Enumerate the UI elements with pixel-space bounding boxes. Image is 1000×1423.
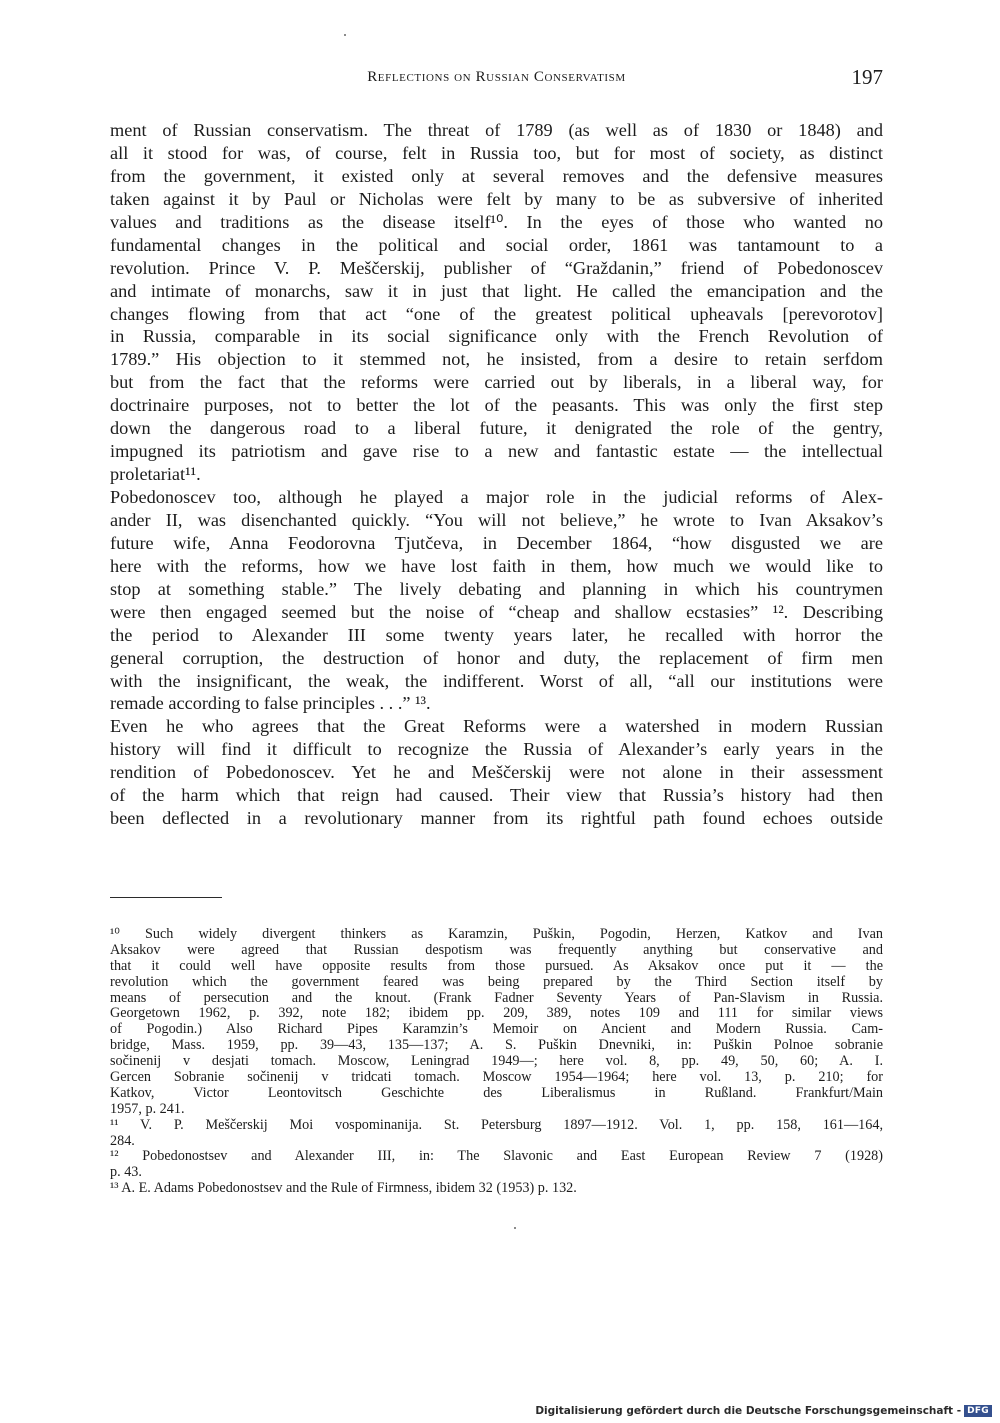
text-line: fundamental changes in the political and social order, 1861 was tantamount to a — [110, 234, 883, 255]
text-line: doctrinaire purposes, not to better the lot of the peasants. This was only the first step — [110, 395, 883, 416]
footnote-line: sočinenij v desjati tomach. Moscow, Leningrad 1949—; here vol. 8, pp. 49, 50, 60; A. I. — [110, 1053, 883, 1070]
text-line: the period to Alexander III some twenty years later, he recalled with horror the — [110, 624, 883, 645]
text-line: general corruption, the destruction of honor and duty, the replacement of firm men — [110, 647, 883, 668]
text-line: Even he who agrees that the Great Reforms were a watershed in modern Russian — [110, 716, 883, 737]
credit-text: Digitalisierung gefördert durch die Deutsche Forschungsgemeinschaft - — [535, 1405, 962, 1417]
footnote-line: Katkov, Victor Leontovitsch Geschichte des Liberalismus in Rußland. Frankfurt/Main — [110, 1084, 883, 1101]
footnote-line: revolution which the government feared was being prepared by the Third Section itself by — [110, 973, 883, 990]
text-line: but from the fact that the reforms were carried out by liberals, in a liberal way, for — [110, 372, 883, 393]
text-line: down the dangerous road to a liberal future, it denigrated the role of the gentry, — [110, 418, 883, 439]
text-line: ander II, was disenchanted quickly. “You will not believe,” he wrote to Ivan Aksakov’s — [110, 509, 883, 530]
text-line: revolution. Prince V. P. Meščerskij, publisher of “Graždanin,” friend of Pobedonoscev — [110, 257, 883, 278]
text-line: and intimate of monarchs, saw it in just that light. He called the emancipation and the — [110, 280, 883, 301]
text-line: were then engaged seemed but the noise of “cheap and shallow ecstasies” ¹². Describing — [110, 601, 883, 622]
footnote-line: ¹² Pobedonostsev and Alexander III, in: The Slavonic and East European Review 7 (1928) — [110, 1148, 883, 1165]
running-title: Reflections on Russian Conservatism — [367, 69, 626, 85]
text-line: been deflected in a revolutionary manner from its rightful path found echoes outside — [110, 808, 883, 829]
text-line: ment of Russian conservatism. The threat of 1789 (as well as of 1830 or 1848) and — [110, 120, 883, 140]
text-line: impugned its patriotism and gave rise to a new and fantastic estate — the intellectual — [110, 441, 883, 462]
footnote-line: ¹⁰ Such widely divergent thinkers as Karamzin, Puškin, Pogodin, Herzen, Katkov and Ivan — [110, 926, 883, 942]
text-line: remade according to false principles . . .” ¹³. — [110, 693, 431, 714]
footnote-line: means of persecution and the knout. (Frank Fadner Seventy Years of Pan-Slavism in Russia. — [110, 989, 883, 1006]
text-line: from the government, it existed only at several removes and the defensive measures — [110, 165, 883, 186]
text-line: changes flowing from that act “one of the greatest political upheavals [perevorotov] — [110, 303, 883, 324]
footnote-divider — [110, 897, 222, 898]
footnote-line: Gercen Sobranie sočinenij v tridcati tomach. Moscow 1954—1964; here vol. 13, p. 210; for — [110, 1069, 883, 1086]
text-line: values and traditions as the disease itself¹⁰. In the eyes of those who wanted no — [110, 211, 883, 232]
page-number: 197 — [851, 65, 883, 89]
footnote-line: of Pogodin.) Also Richard Pipes Karamzin’s Memoir on Ancient and Modern Russia. Cam- — [110, 1021, 883, 1038]
footnote-line: Georgetown 1962, p. 392, note 182; ibidem pp. 209, 389, notes 109 and 111 for similar views — [110, 1005, 883, 1022]
text-line: of the harm which that reign had caused. Their view that Russia’s history had then — [110, 785, 883, 806]
dfg-logo: DFG — [964, 1405, 992, 1417]
footnote-line: that it could well have opposite results from those pursued. As Aksakov once put it — the — [110, 957, 883, 974]
page-header — [110, 63, 883, 95]
footnote-line: bridge, Mass. 1959, pp. 39—43, 135—137; A. S. Puškin Dnevniki, in: Puškin Polnoe sobranie — [110, 1037, 883, 1054]
text-line: rendition of Pobedonoscev. Yet he and Meščerskij were not alone in their assessment — [110, 762, 883, 783]
footnote-line: p. 43. — [110, 1164, 142, 1181]
scan-speck — [514, 1227, 516, 1229]
text-line: stop at something stable.” The lively debating and planning in which his countrymen — [110, 578, 883, 599]
text-line: 1789.” His objection to it stemmed not, he insisted, from a desire to retain serfdom — [110, 349, 883, 370]
text-line: in Russia, comparable in its social significance only with the French Revolution of — [110, 326, 883, 347]
text-line: taken against it by Paul or Nicholas were felt by many to be as subversive of inherited — [110, 188, 883, 209]
text-line: with the insignificant, the weak, the indifferent. Worst of all, “all our institutions were — [110, 670, 883, 691]
text-line: future wife, Anna Feodorovna Tjutčeva, in December 1864, “how disgusted we are — [110, 532, 883, 553]
main-text — [110, 119, 883, 830]
footnote-line: ¹¹ V. P. Meščerskij Moi vospominanija. St. Petersburg 1897—1912. Vol. 1, pp. 158, 161—164, — [110, 1116, 883, 1133]
digitization-credit — [535, 1405, 992, 1417]
text-line: proletariat¹¹. — [110, 464, 201, 485]
footnote-line: 1957, p. 241. — [110, 1100, 185, 1117]
text-line: Pobedonoscev too, although he played a major role in the judicial reforms of Alex- — [110, 487, 883, 507]
footnote-line: ¹³ A. E. Adams Pobedonostsev and the Rule of Firmness, ibidem 32 (1953) p. 132. — [110, 1180, 577, 1197]
footnote-line: Aksakov were agreed that Russian despotism was frequently anything but conservative and — [110, 941, 883, 958]
scan-speck — [344, 34, 346, 36]
footnotes — [110, 927, 883, 1197]
text-line: all it stood for was, of course, felt in Russia too, but for most of society, as distinct — [110, 142, 883, 163]
text-line: here with the reforms, how we have lost faith in them, how much we would like to — [110, 555, 883, 576]
footnote-line: 284. — [110, 1132, 135, 1149]
text-line: history will find it difficult to recognize the Russia of Alexander’s early years in the — [110, 739, 883, 760]
